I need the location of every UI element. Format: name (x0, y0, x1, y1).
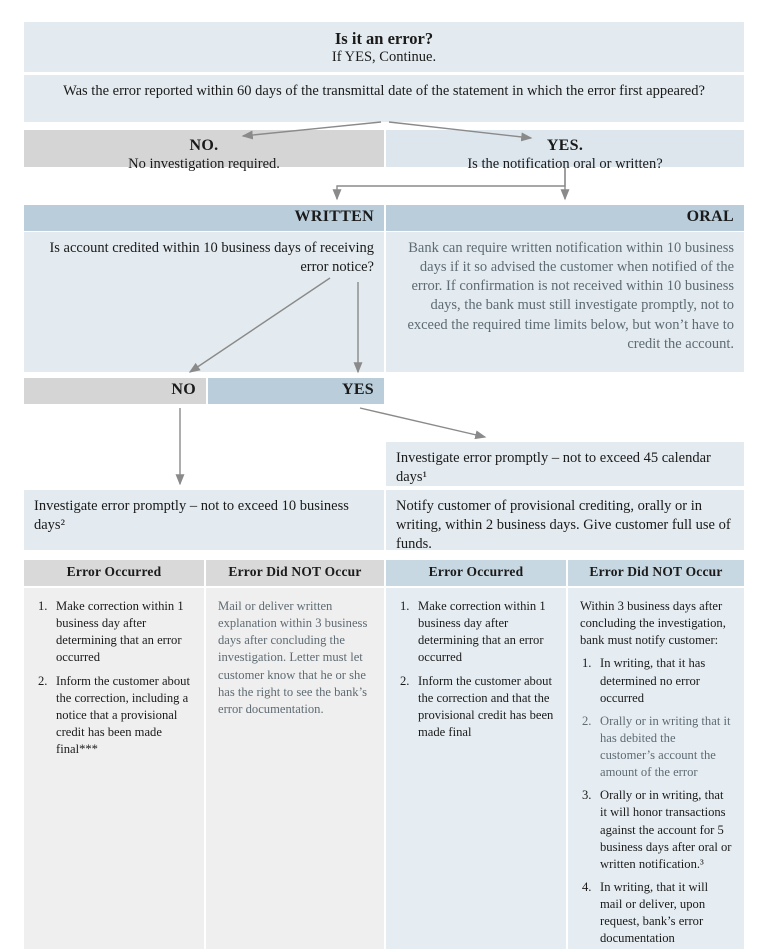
column-header-2-label: Error Occurred (428, 564, 524, 579)
list-item: In writing, that it has determined no error occurred (600, 656, 706, 705)
written-question-text: Is account credited within 10 business days of receiving error notice? (49, 240, 374, 276)
oral-panel (386, 232, 744, 372)
title-block (24, 22, 744, 72)
question-text: Was the error reported within 60 days of the transmittal date of the statement in which the error first appeared? (63, 83, 705, 99)
investigate-45-block (386, 442, 744, 486)
list-item: Orally or in writing that it has debited the customer’s account the amount of the error (600, 713, 731, 780)
oral-text: Bank can require written notification within 10 business days if it so advised the customer when notified of the error. If confirmation is not received within 10 business days, the bank must still investigate promptly, not to exceed the required time limits below, but won’t have to credit the account. (407, 240, 734, 352)
list-item: Inform the customer about the correction, including a notice that a provisional credit has been made final*** (56, 673, 190, 756)
investigate-45-text: Investigate error promptly – not to exceed 45 calendar days¹ (396, 450, 711, 486)
written-no-label: NO (171, 381, 196, 398)
written-band (24, 205, 384, 231)
notify-provisional-text: Notify customer of provisional crediting, orally or in writing, within 2 business days. Give customer full use of funds. (396, 498, 731, 553)
column-header-0-label: Error Occurred (66, 564, 162, 579)
page-subtitle: If YES, Continue. (331, 49, 437, 65)
column-0-list (38, 598, 192, 758)
column-body-3 (568, 588, 744, 949)
branch-no (24, 130, 384, 172)
written-panel (24, 232, 384, 372)
notify-provisional-block (386, 490, 744, 553)
branch-no-detail: No investigation required. (128, 156, 280, 172)
column-3-intro: Within 3 business days after concluding the investigation, bank must notify customer: (580, 599, 726, 648)
column-header-1-label: Error Did NOT Occur (228, 564, 362, 579)
column-2-list (400, 598, 554, 741)
list-item: Make correction within 1 business day after determining that an error occurred (418, 599, 546, 665)
investigate-10-text: Investigate error promptly – not to exceed 10 business days² (34, 498, 349, 534)
branch-yes-detail: Is the notification oral or written? (467, 156, 663, 172)
column-body-1 (206, 588, 384, 949)
arrow-yes-to-investigate45 (360, 408, 485, 437)
branch-yes-label: YES. (546, 137, 584, 154)
list-item: In writing, that it will mail or deliver, upon request, bank’s error documentation (600, 879, 709, 946)
investigate-10-block (24, 490, 384, 550)
list-item: Inform the customer about the correction and that the provisional credit has been made final (418, 673, 554, 739)
column-header-0 (24, 560, 204, 586)
column-header-3 (568, 560, 744, 586)
page-title: Is it an error? (334, 29, 434, 48)
list-item: Make correction within 1 business day after determining that an error occurred (56, 599, 184, 665)
column-3-list (580, 655, 732, 947)
branch-no-label: NO. (189, 137, 219, 154)
column-body-2 (386, 588, 566, 949)
branch-yes (386, 130, 744, 172)
column-1-paragraph: Mail or deliver written explanation within 3 business days after concluding the investigation. Letter must let customer know that he or she has the right to see the bank’s error documentation. (218, 599, 368, 716)
written-band-label: WRITTEN (294, 208, 374, 225)
list-item: Orally or in writing, that it will honor transactions against the account for 5 business days after oral or written notification.³ (600, 788, 732, 871)
written-no-band (24, 378, 206, 404)
question-block (24, 75, 744, 122)
written-yes-label: YES (341, 381, 374, 398)
oral-band (386, 205, 744, 231)
column-header-3-label: Error Did NOT Occur (589, 564, 723, 579)
oral-band-label: ORAL (686, 208, 734, 225)
column-header-1 (206, 560, 384, 586)
column-body-0 (24, 588, 204, 949)
column-header-2 (386, 560, 566, 586)
written-yes-band (208, 378, 384, 404)
